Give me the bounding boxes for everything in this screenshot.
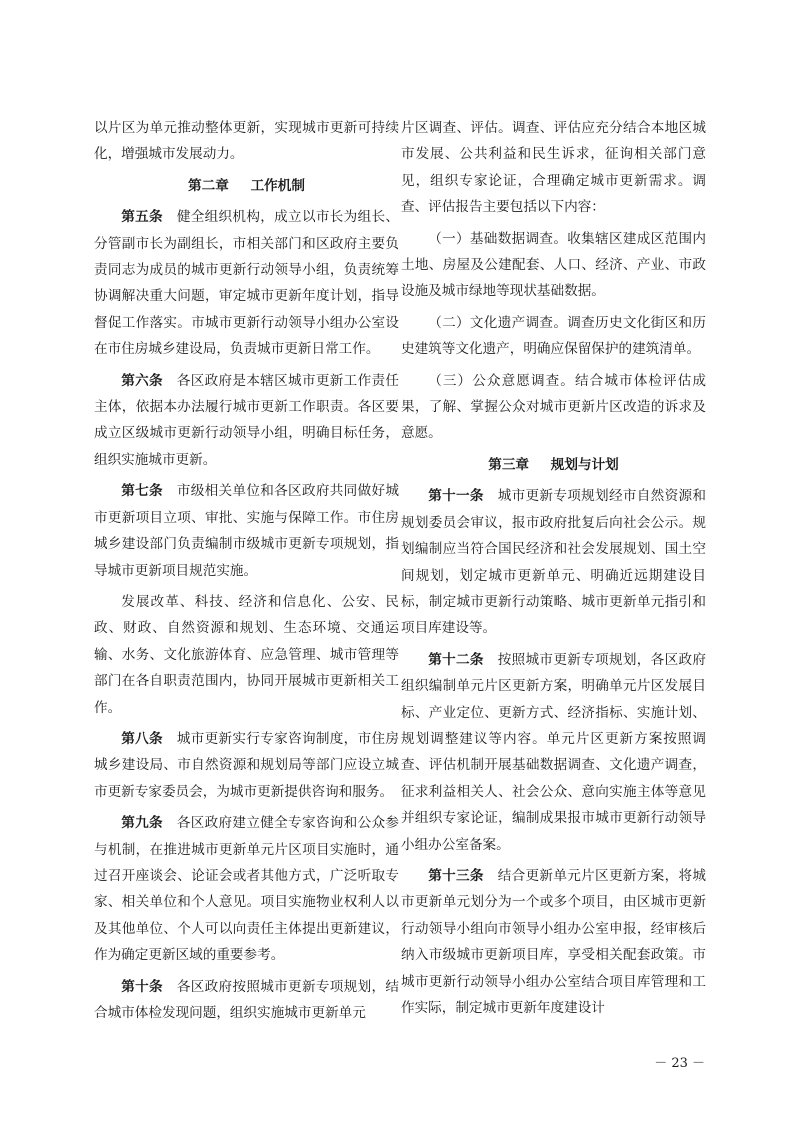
article-text: 各区政府是本辖区城市更新工作责任主体，依据本办法履行城市更新工作职责。各区要成立区级城市更新行动领导小组，明确目标任务，组织实施城市更新。: [94, 372, 399, 468]
left-column: [94, 115, 399, 1026]
article-label: 第七条: [121, 483, 163, 500]
chapter-heading-2: [94, 173, 399, 199]
article-label: 第十二条: [428, 651, 484, 668]
article-6: [94, 368, 399, 474]
article-label: 第十条: [121, 978, 163, 995]
article-label: 第五条: [121, 209, 163, 226]
right-column: [401, 115, 706, 1021]
survey-item-2: （二）文化遗产调查。调查历史文化街区和历史建筑等文化遗产，明确应保留保护的建筑清单。: [401, 314, 706, 358]
article-label: 第六条: [121, 372, 163, 389]
article-text: 按照城市更新专项规划，各区政府组织编制单元片区更新方案，明确单元片区发展目标、产业定位、更新方式、经济指标、实施计划、规划调整建议等内容。单元片区更新方案按照调查、评估机制开展基础数据调查、文化遗产调查，征求利益相关人、社会公众、意向实施主体等意见并组织专家论证，编制成果报市城市更新行动领导小组办公室备案。: [401, 651, 706, 853]
article-text: 城市更新专项规划经市自然资源和规划委员会审议，报市政府批复后向社会公示。规划编制应当符合国民经济和社会发展规划、国土空间规划，划定城市更新单元、明确近远期建设目标，制定城市更新行动策略、城市更新单元指引和项目库建设等。: [401, 488, 706, 637]
article-13: [401, 863, 706, 1021]
chapter-title: 工作机制: [250, 177, 305, 194]
article-text: 各区政府建立健全专家咨询和公众参与机制，在推进城市更新单元片区项目实施时，通过召开座谈会、论证会或者其他方式，广泛听取专家、相关单位和个人意见。项目实施物业权利人以及其他单位、个人可以向责任主体提出更新建议，作为确定更新区域的重要参考。: [94, 815, 399, 964]
article-label: 第八条: [121, 730, 163, 747]
chapter-heading-3: [401, 452, 706, 478]
article-10: [94, 974, 399, 1027]
chapter-number: 第三章: [488, 456, 530, 473]
article-11: [401, 483, 706, 641]
article-text: 各区政府按照城市更新专项规划，结合城市体检发现问题，组织实施城市更新单元: [94, 978, 399, 1021]
article-7: [94, 478, 399, 584]
article-7-paragraph-2: 发展改革、科技、经济和信息化、公安、民政、财政、自然资源和规划、生态环境、交通运输、水务、文化旅游体育、应急管理、城市管理等部门在各自职责范围内，协同开展城市更新相关工作。: [94, 593, 399, 716]
article-12: [401, 647, 706, 858]
article-10-continuation: 片区调查、评估。调查、评估应充分结合本地区城市发展、公共利益和民生诉求，征询相关部门意见，组织专家论证，合理确定城市更新需求。调查、评估报告主要包括以下内容：: [401, 120, 706, 216]
article-5: [94, 204, 399, 362]
article-label: 第十一条: [428, 488, 484, 505]
page-number: － 23 －: [654, 1056, 705, 1071]
article-label: 第十三条: [428, 867, 484, 884]
article-text: 市级相关单位和各区政府共同做好城市更新项目立项、审批、实施与保障工作。市住房城乡建设部门负责编制市级城市更新专项规划，指导城市更新项目规范实施。: [94, 483, 399, 579]
article-text: 健全组织机构，成立以市长为组长、分管副市长为副组长，市相关部门和区政府主要负责同志为成员的城市更新行动领导小组，负责统筹协调解决重大问题，审定城市更新年度计划，指导督促工作落实。市城市更新行动领导小组办公室设在市住房城乡建设局，负责城市更新日常工作。: [94, 209, 399, 358]
survey-item-3: （三）公众意愿调查。结合城市体检评估成果，了解、掌握公众对城市更新片区改造的诉求及意愿。: [401, 372, 706, 442]
article-text: 城市更新实行专家咨询制度，市住房城乡建设局、市自然资源和规划局等部门应设立城市更新专家委员会，为城市更新提供咨询和服务。: [94, 730, 399, 800]
article-9: [94, 810, 399, 968]
article-label: 第九条: [121, 815, 163, 832]
chapter-title: 规划与计划: [550, 456, 619, 473]
article-text: 结合更新单元片区更新方案，将城市更新单元划分为一个或多个项目，由区城市更新行动领导小组向市领导小组办公室申报，经审核后纳入市级城市更新项目库，享受相关配套政策。市城市更新行动领导小组办公室结合项目库管理和工作实际，制定城市更新年度建设计: [401, 867, 706, 1016]
paragraph-continuation: 以片区为单元推动整体更新，实现城市更新可持续化，增强城市发展动力。: [94, 120, 399, 163]
survey-item-1: （一）基础数据调查。收集辖区建成区范围内土地、房屋及公建配套、人口、经济、产业、市政设施及城市绿地等现状基础数据。: [401, 230, 706, 300]
chapter-number: 第二章: [188, 177, 229, 194]
article-8: [94, 726, 399, 805]
